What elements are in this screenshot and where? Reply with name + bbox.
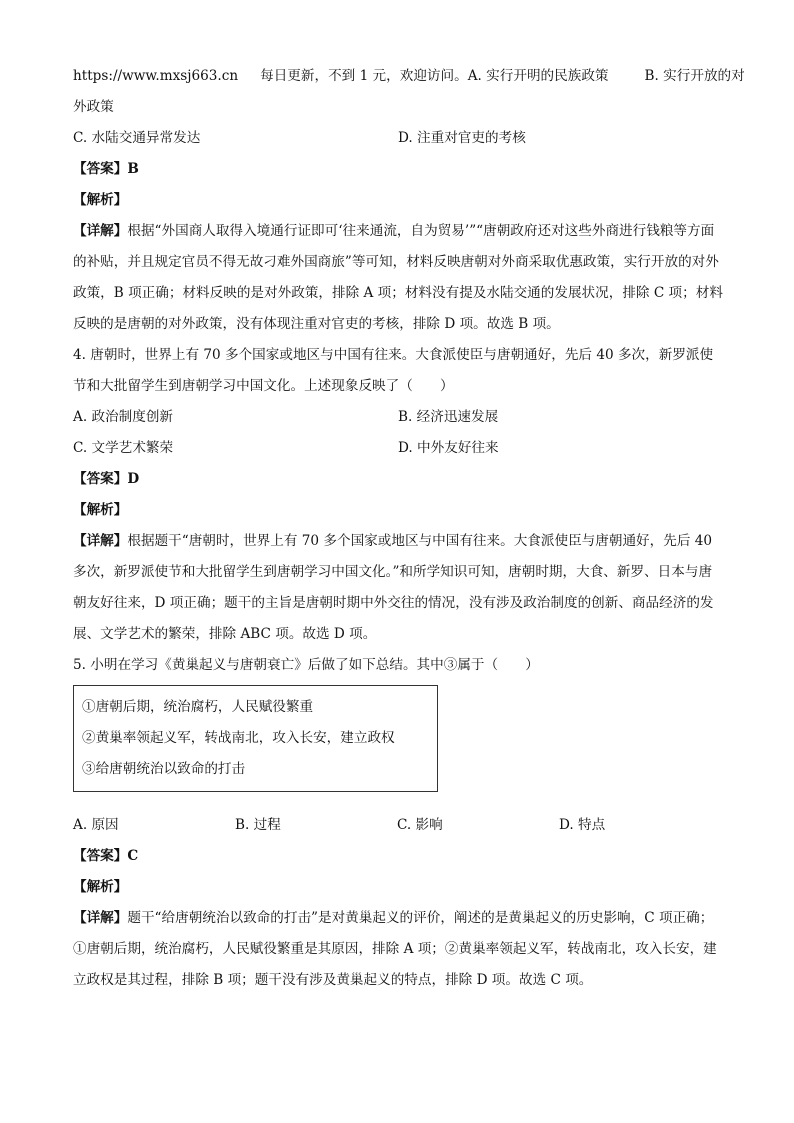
q4-options-cd	[73, 433, 723, 464]
q4-detail-text: 根据题干“唐朝时，世界上有 70 多个国家或地区与中国有往来。大食派使臣与唐朝通好，先后 40 多次，新罗派使节和大批留学生到唐朝学习中国文化。”和所学知识可知，唐朝时期，大食、新罗、日本与唐朝友好往来，D 项正确；题干的主旨是唐朝时期中外交往的情况，没有涉及政治制度的创新、商品经济的发展、文学艺术的繁荣，排除 ABC 项。故选 D 项。	[73, 533, 714, 642]
q4-option-a: A. 政治制度创新	[73, 409, 174, 425]
q4-option-b: B. 经济迅速发展	[398, 409, 499, 425]
q5-box-item-1: ①唐朝后期，统治腐朽，人民赋役繁重	[82, 699, 314, 715]
q3-answer: 【答案】B	[73, 161, 139, 177]
q3-option-d: D. 注重对官吏的考核	[398, 130, 526, 146]
q3-detail-text: 根据“外国商人取得入境通行证即可‘往来通流，自为贸易’”“唐朝政府还对这些外商进行钱粮等方面的补贴，并且规定官员不得无故刁难外国商旅”等可知，材料反映唐朝对外商采取优惠政策，实行开放的对外政策，B 项正确；材料反映的是对外政策，排除 A 项；材料没有提及水陆交通的发展状况，排除 C 项；材料反映的是唐朝的对外政策，没有体现注重对官吏的考核，排除 D 项。故选 B 项。	[73, 223, 723, 332]
q5-stem: 5. 小明在学习《黄巢起义与唐朝衰亡》后做了如下总结。其中③属于（ ）	[73, 657, 539, 673]
q3-option-c: C. 水陆交通异常发达	[73, 130, 201, 146]
q5-answer: 【答案】C	[73, 848, 139, 864]
q5-summary-box	[73, 685, 438, 792]
document-content	[73, 61, 745, 996]
site-url-link[interactable]: https://www.mxsj663.cn	[73, 68, 239, 84]
q3-option-b-continued: 外政策	[73, 99, 114, 115]
q5-option-c: C. 影响	[397, 817, 443, 833]
q5-box-item-3: ③给唐朝统治以致命的打击	[82, 761, 246, 777]
q5-detail-text: 题干“给唐朝统治以致命的打击”是对黄巢起义的评价，阐述的是黄巢起义的历史影响，C 项正确；①唐朝后期，统治腐朽，人民赋役繁重是其原因，排除 A 项；②黄巢率领起义军，转战南北，攻入长安，建立政权是其过程，排除 B 项；题干没有涉及黄巢起义的特点，排除 D 项。故选 C 项。	[73, 910, 717, 988]
q3-analysis-label: 【解析】	[73, 192, 128, 208]
q3-options-cd	[73, 123, 723, 154]
q5-option-b: B. 过程	[235, 817, 281, 833]
site-notice: 每日更新，不到 1 元，欢迎访问。	[260, 68, 468, 84]
q5-detail	[73, 903, 723, 996]
q4-options-ab	[73, 402, 723, 433]
q4-detail	[73, 526, 723, 650]
q4-option-c: C. 文学艺术繁荣	[73, 440, 174, 456]
q4-option-d: D. 中外友好往来	[398, 440, 499, 456]
q4-stem: 4. 唐朝时，世界上有 70 多个国家或地区与中国有往来。大食派使臣与唐朝通好，先后 40 多次，新罗派使节和大批留学生到唐朝学习中国文化。上述现象反映了（ ）	[73, 347, 714, 394]
q5-box-item-2: ②黄巢率领起义军，转战南北，攻入长安，建立政权	[82, 730, 395, 746]
q3-detail-label: 【详解】	[73, 223, 128, 239]
top-line	[73, 61, 745, 92]
q5-option-a: A. 原因	[73, 817, 119, 833]
q4-analysis-label: 【解析】	[73, 502, 128, 518]
q3-option-b: B. 实行开放的对	[644, 68, 745, 84]
q3-option-a: A. 实行开明的民族政策	[467, 68, 609, 84]
q5-option-d: D. 特点	[559, 817, 606, 833]
q5-options	[73, 810, 723, 841]
q3-detail	[73, 216, 723, 340]
q4-answer: 【答案】D	[73, 471, 140, 487]
q5-analysis-label: 【解析】	[73, 879, 128, 895]
q4-detail-label: 【详解】	[73, 533, 128, 549]
q5-detail-label: 【详解】	[73, 910, 128, 926]
